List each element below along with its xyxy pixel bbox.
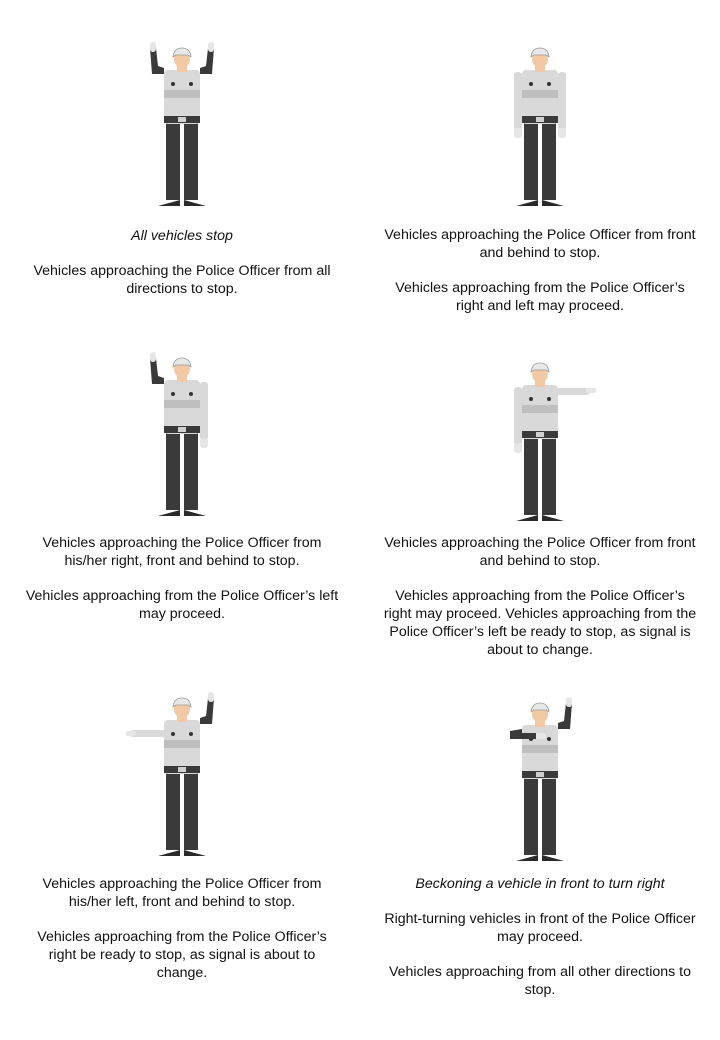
signal-line: Vehicles approaching the Police Officer from his/her left, front and behind to stop. (42, 876, 322, 910)
signal-line: Vehicles approaching the Police Officer from front and behind to stop. (384, 227, 696, 261)
signal-text-2 (380, 226, 700, 332)
signal-line: Vehicles approaching from the Police Officer’s right may proceed. Vehicles approaching from the Police Officer’s left be ready to stop, as signal is about to change. (383, 588, 697, 658)
signal-line: Vehicles approaching from the Police Officer’s right be ready to stop, as signal is about to change. (37, 929, 327, 981)
officer-figure-arms-down (480, 40, 600, 215)
signal-line: Vehicles approaching from the Police Officer’s right and left may proceed. (395, 280, 685, 314)
signal-line: Vehicles approaching from the Police Officer’s left may proceed. (25, 588, 339, 622)
officer-figure-right-arm-up (122, 350, 242, 525)
officer-figure-both-arms-up (122, 40, 242, 215)
signal-text-4 (380, 534, 700, 676)
signal-line: Vehicles approaching the Police Officer from front and behind to stop. (384, 535, 696, 569)
officer-figure-right-arm-out-left-arm-up (122, 690, 242, 865)
signal-text-1 (22, 227, 342, 315)
signal-line: Right-turning vehicles in front of the Police Officer may proceed. (384, 911, 696, 945)
officer-figure-beckon-right (480, 695, 600, 870)
signal-line: Vehicles approaching from all other directions to stop. (388, 964, 692, 998)
signal-caption: All vehicles stop (131, 228, 233, 244)
officer-figure-left-arm-out (480, 355, 600, 530)
signal-line: Vehicles approaching the Police Officer from his/her right, front and behind to stop. (42, 535, 322, 569)
signal-caption: Beckoning a vehicle in front to turn right (415, 876, 665, 892)
signal-line: Vehicles approaching the Police Officer from all directions to stop. (33, 263, 331, 297)
signal-text-5 (22, 875, 342, 999)
signal-text-3 (22, 534, 342, 640)
signal-text-6 (380, 875, 700, 1016)
